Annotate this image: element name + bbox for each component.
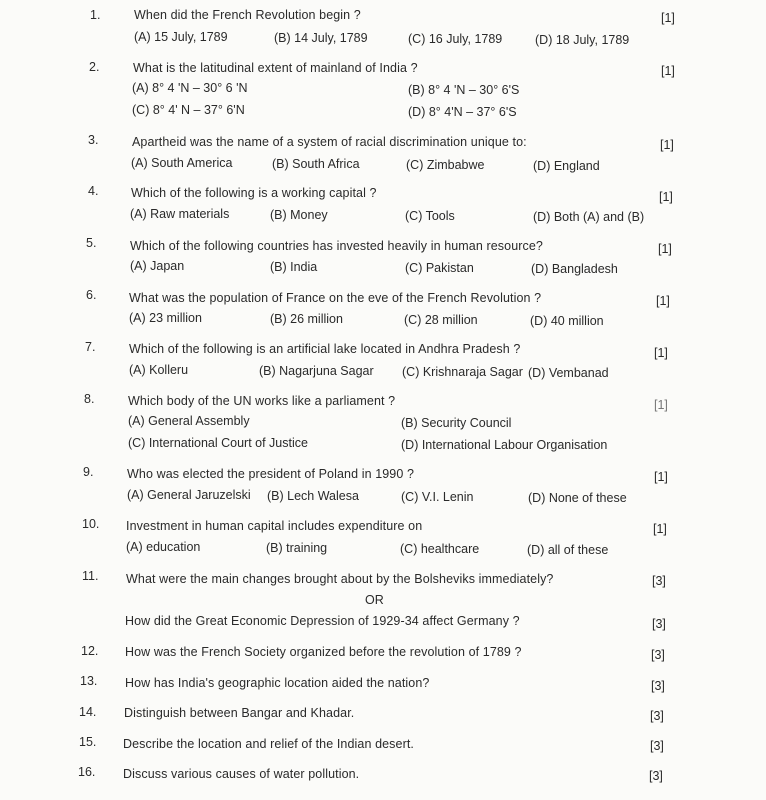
question-text: Apartheid was the name of a system of racial discrimination unique to: [132,135,527,149]
option-a: (A) 15 July, 1789 [134,30,228,44]
option-c: (C) 28 million [404,313,478,327]
option-a: (A) 8° 4 'N – 30° 6 'N [132,81,248,95]
option-c: (C) Tools [405,209,455,223]
option-d: (D) all of these [527,543,609,557]
option-b: (B) Money [270,208,328,222]
question-text: Which of the following is an artificial lake located in Andhra Pradesh ? [129,342,521,356]
option-b: (B) training [266,541,328,555]
question-number: 8. [84,392,95,406]
question-text: What is the latitudinal extent of mainland of India ? [133,61,418,75]
marks: [1] [658,242,672,256]
option-d: (D) Vembanad [528,366,609,380]
option-c: (C) Pakistan [405,261,474,275]
option-d: (D) International Labour Organisation [401,438,608,452]
marks: [1] [653,522,667,536]
question-text: When did the French Revolution begin ? [134,8,361,22]
option-c: (C) International Court of Justice [128,436,308,450]
option-c: (C) 16 July, 1789 [408,32,503,46]
option-c: (C) 8° 4' N – 37° 6'N [132,103,245,117]
marks: [1] [659,190,673,204]
question-number: 13. [80,674,98,688]
option-c: (C) healthcare [400,542,480,556]
question-number: 12. [81,644,99,658]
option-b: (B) 14 July, 1789 [274,31,368,45]
marks: [3] [652,574,666,588]
question-number: 15. [79,735,97,749]
question-text: Discuss various causes of water pollution. [123,767,360,781]
question-text: How was the French Society organized before the revolution of 1789 ? [125,645,522,659]
option-b: (B) Lech Walesa [267,489,359,503]
or-label: OR [365,593,384,607]
option-b: (B) 8° 4 'N – 30° 6'S [408,83,520,97]
alternative-question-text: How did the Great Economic Depression of 1929-34 affect Germany ? [125,614,520,628]
marks: [3] [649,769,663,783]
question-number: 14. [79,705,97,719]
question-text: Which of the following countries has invested heavily in human resource? [130,239,543,253]
option-a: (A) education [126,540,201,554]
question-number: 2. [89,60,100,74]
option-b: (B) India [270,260,318,274]
marks: [1] [654,346,668,360]
question-text: Who was elected the president of Poland in 1990 ? [127,467,415,481]
marks: [1] [661,11,675,25]
marks: [3] [651,679,665,693]
marks: [1] [654,398,668,412]
marks: [3] [651,648,665,662]
question-number: 5. [86,236,97,250]
marks: [1] [661,64,675,78]
question-number: 1. [90,8,101,22]
question-text: What was the population of France on the eve of the French Revolution ? [129,291,542,305]
option-a: (A) Japan [130,259,185,273]
option-a: (A) 23 million [129,311,202,325]
option-d: (D) 18 July, 1789 [535,33,630,47]
option-b: (B) 26 million [270,312,343,326]
question-text: Which body of the UN works like a parliament ? [128,394,396,408]
option-b: (B) Security Council [401,416,512,430]
question-number: 4. [88,184,99,198]
question-number: 7. [85,340,96,354]
question-text: Which of the following is a working capital ? [131,186,377,200]
question-text: Describe the location and relief of the Indian desert. [123,737,414,751]
marks: [3] [650,709,664,723]
question-text: What were the main changes brought about by the Bolsheviks immediately? [126,572,554,586]
option-c: (C) Krishnaraja Sagar [402,365,523,379]
option-c: (C) V.I. Lenin [401,490,474,504]
option-b: (B) Nagarjuna Sagar [259,364,374,378]
question-text: Investment in human capital includes expenditure on [126,519,423,533]
option-b: (B) South Africa [272,157,360,171]
marks: [3] [650,739,664,753]
question-number: 3. [88,133,99,147]
option-d: (D) 40 million [530,314,604,328]
question-number: 16. [78,765,96,779]
question-number: 10. [82,517,100,531]
option-a: (A) General Jaruzelski [127,488,251,502]
option-d: (D) England [533,159,600,173]
option-a: (A) Raw materials [130,207,230,221]
marks: [1] [660,138,674,152]
option-d: (D) None of these [528,491,627,505]
marks: [1] [654,470,668,484]
question-number: 6. [86,288,97,302]
option-d: (D) Both (A) and (B) [533,210,645,224]
alternative-marks: [3] [652,617,666,631]
question-text: How has India's geographic location aided the nation? [125,676,430,690]
option-d: (D) 8° 4'N – 37° 6'S [408,105,517,119]
question-text: Distinguish between Bangar and Khadar. [124,706,355,720]
option-a: (A) Kolleru [129,363,189,377]
option-c: (C) Zimbabwe [406,158,485,172]
question-number: 9. [83,465,94,479]
marks: [1] [656,294,670,308]
option-a: (A) South America [131,156,233,170]
question-number: 11. [82,569,99,583]
option-a: (A) General Assembly [128,414,250,428]
option-d: (D) Bangladesh [531,262,618,276]
